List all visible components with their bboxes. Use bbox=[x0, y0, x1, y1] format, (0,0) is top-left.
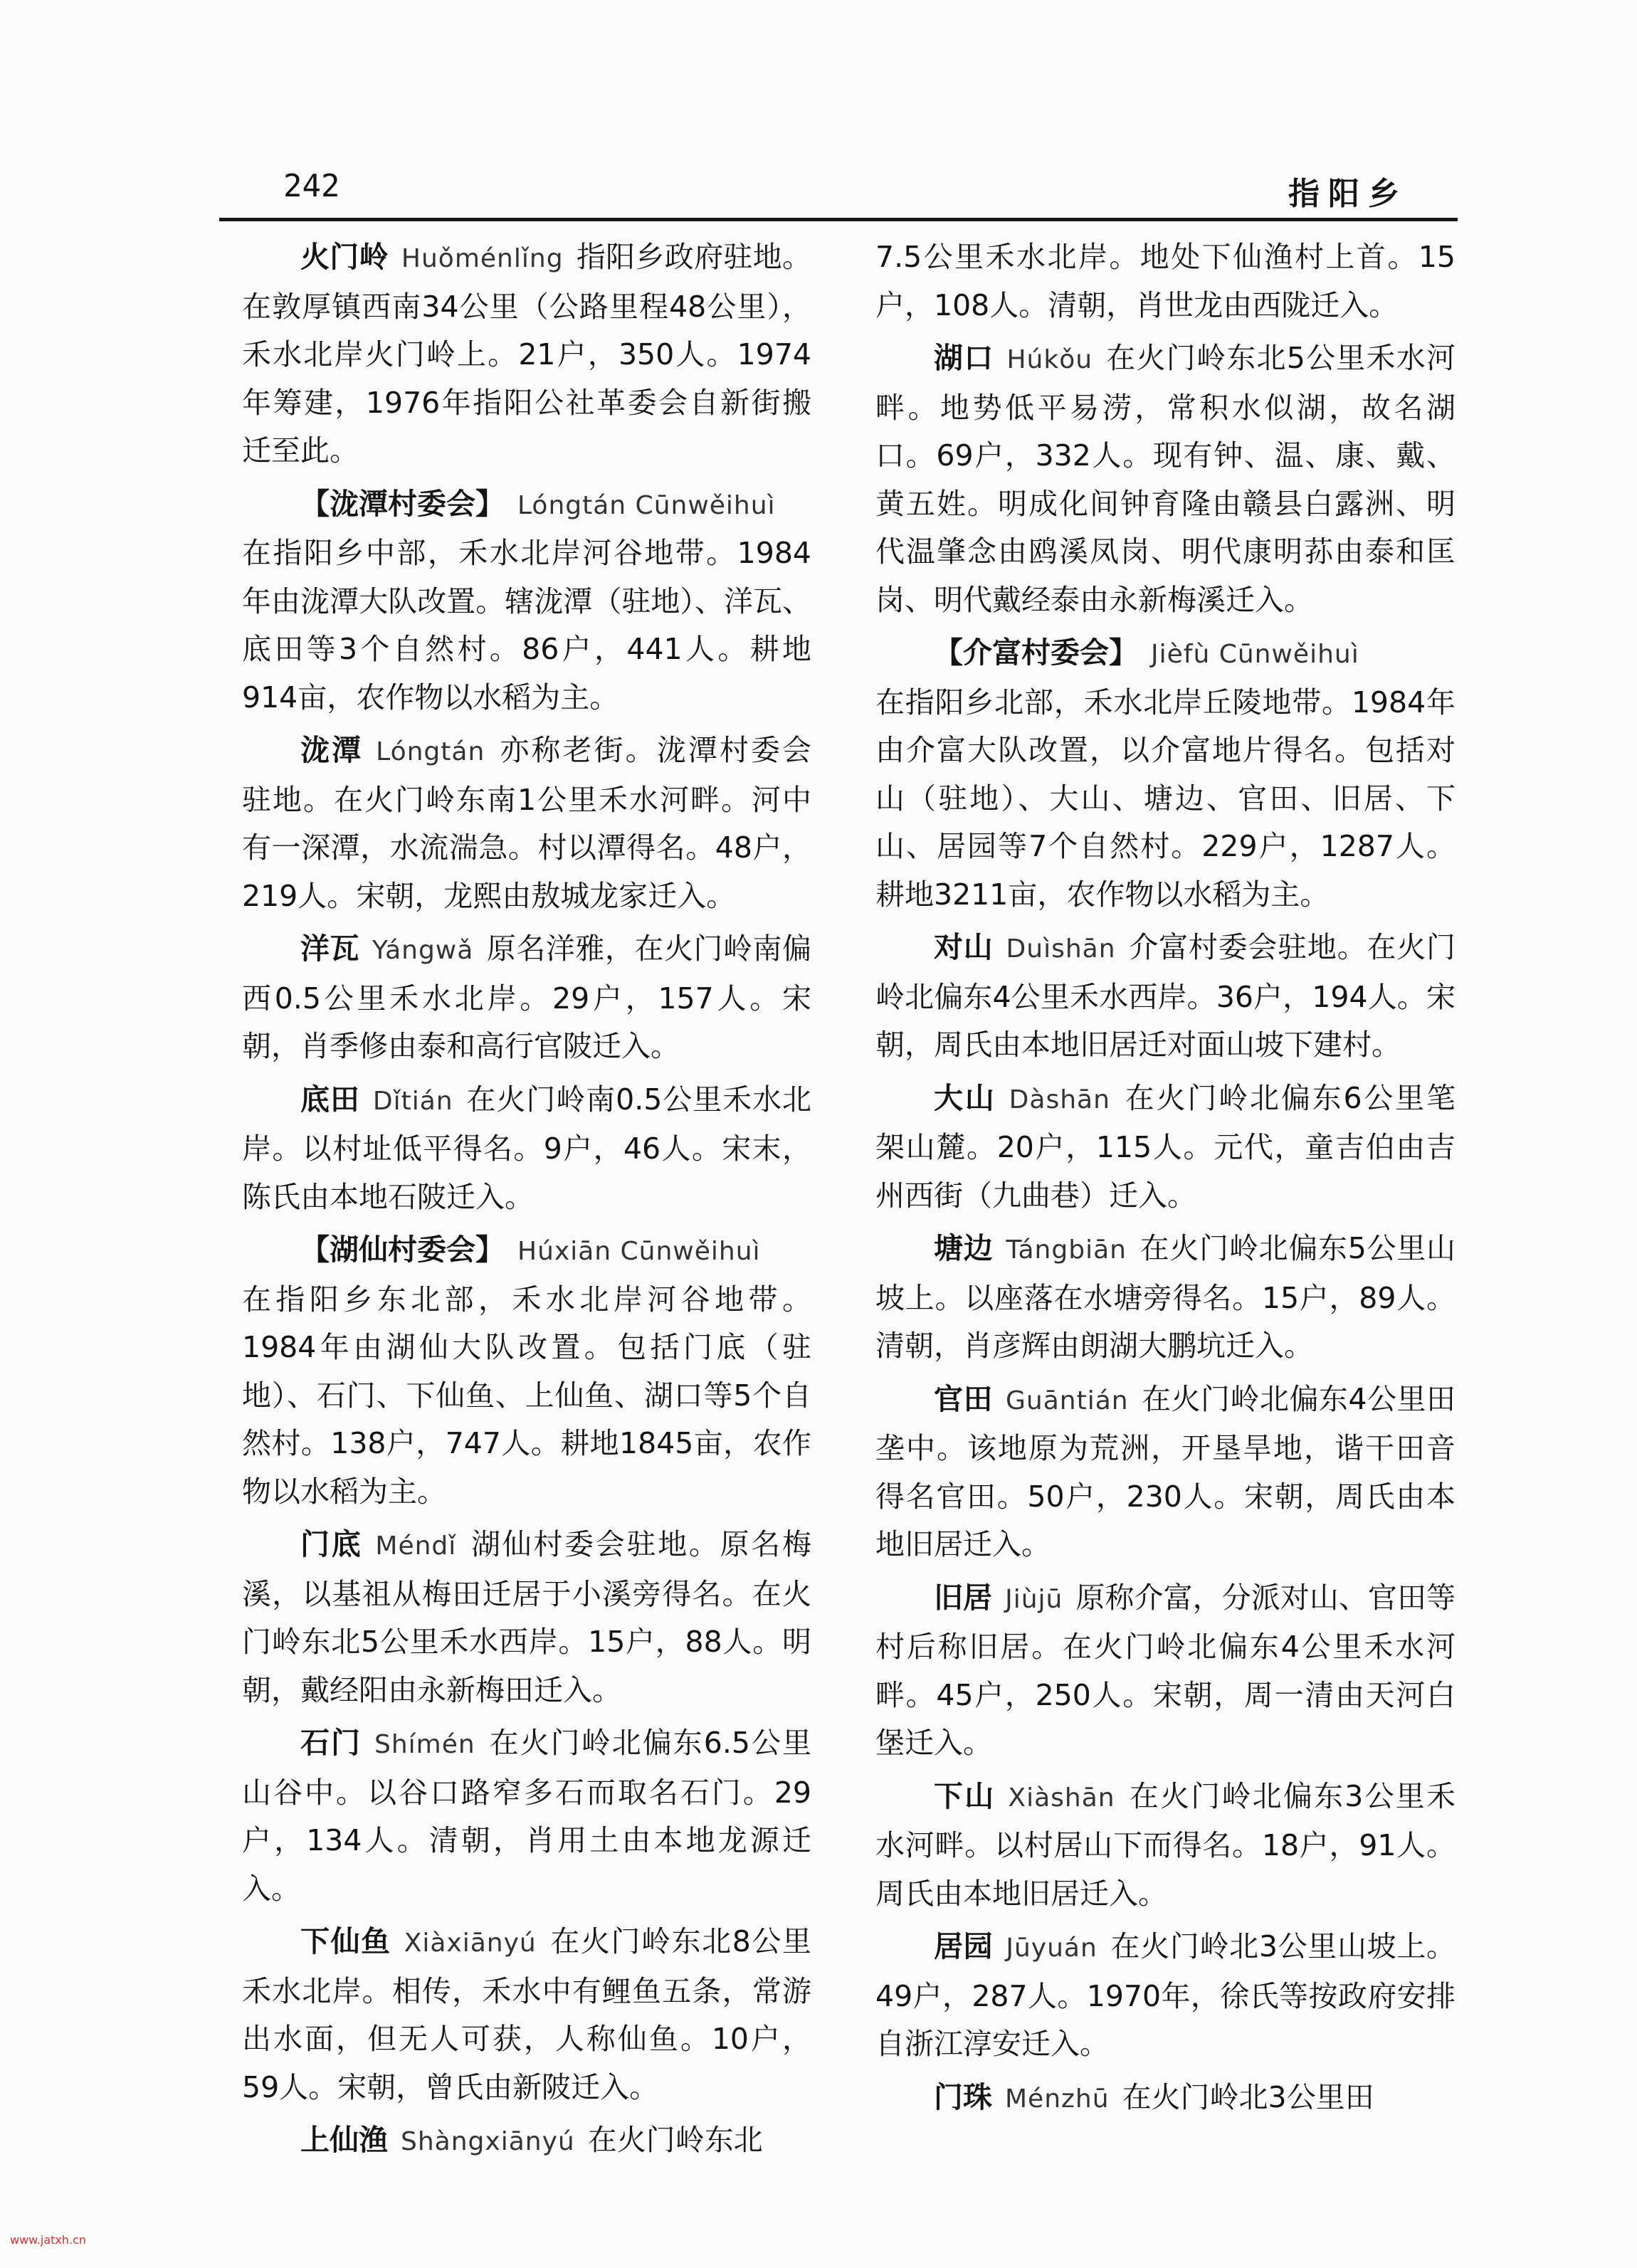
right-column bbox=[875, 233, 1456, 2128]
gazetteer-entry bbox=[875, 1225, 1456, 1371]
entry-text: 指阳乡政府驻地。在敦厚镇西南34公里（公路里程48公里），禾水北岸火门岭上。21户，350人。1974年筹建，1976年指阳公社革委会自新街搬迁至此。 bbox=[242, 240, 811, 468]
entry-pinyin: Xiàshān bbox=[1008, 1783, 1115, 1813]
gazetteer-entry bbox=[242, 1226, 811, 1276]
entry-headword: 官田 bbox=[934, 1381, 993, 1416]
gazetteer-entry bbox=[242, 925, 811, 1071]
entry-pinyin: Xiàxiānyú bbox=[404, 1929, 537, 1958]
gazetteer-entry bbox=[242, 1719, 811, 1913]
entry-headword: 门珠 bbox=[934, 2079, 992, 2114]
entry-text: 在火门岭北偏东4公里田垄中。该地原为荒洲，开垦旱地，谐干田音得名官田。50户，230人。宋朝，周氏由本地旧居迁入。 bbox=[875, 1381, 1456, 1561]
entry-pinyin: Shàngxiānyú bbox=[401, 2127, 575, 2156]
entry-pinyin: Lóngtán Cūnwěihuì bbox=[517, 490, 776, 520]
entry-headword: 湖口 bbox=[934, 341, 994, 375]
entry-text: 在火门岭南0.5公里禾水北岸。以村址低平得名。9户，46人。宋末，陈氏由本地石陂迁入。 bbox=[242, 1082, 811, 1214]
header-rule bbox=[219, 218, 1458, 221]
gazetteer-entry bbox=[875, 1075, 1456, 1220]
entry-text: 在指阳乡东北部，禾水北岸河谷地带。1984年由湖仙大队改置。包括门底（驻地）、石门、下仙鱼、上仙鱼、湖口等5个自然村。138户，747人。耕地1845亩，农作物以水稻为主。 bbox=[242, 1282, 811, 1509]
entry-headword: 门底 bbox=[300, 1527, 363, 1561]
gazetteer-entry bbox=[875, 679, 1456, 919]
entry-text: 原称介富，分派对山、官田等村后称旧居。在火门岭北偏东4公里禾水河畔。45户，250人。宋朝，周一清由天河白堡迁入。 bbox=[875, 1580, 1456, 1760]
gazetteer-entry bbox=[242, 2116, 811, 2166]
entry-pinyin: Húkǒu bbox=[1006, 345, 1093, 374]
entry-headword: 居园 bbox=[934, 1929, 994, 1963]
entry-headword: 底田 bbox=[300, 1082, 360, 1117]
gazetteer-entry bbox=[875, 924, 1456, 1070]
entry-pinyin: Yángwǎ bbox=[372, 936, 474, 965]
page-number: 242 bbox=[283, 168, 340, 204]
entry-pinyin: Méndǐ bbox=[375, 1531, 457, 1561]
gazetteer-entry bbox=[875, 1923, 1456, 2069]
entry-headword: 【湖仙村委会】 bbox=[300, 1233, 505, 1267]
entry-headword: 大山 bbox=[934, 1080, 996, 1115]
entry-headword: 【介富村委会】 bbox=[934, 635, 1138, 670]
left-column bbox=[242, 233, 811, 2171]
gazetteer-entry bbox=[875, 629, 1456, 679]
entry-headword: 上仙渔 bbox=[300, 2123, 388, 2157]
entry-pinyin: Jūyuán bbox=[1006, 1934, 1098, 1963]
entry-pinyin: Jiùjū bbox=[1005, 1584, 1063, 1614]
entry-headword: 旧居 bbox=[934, 1580, 993, 1615]
entry-pinyin: Duìshān bbox=[1006, 934, 1116, 964]
watermark: www.jatxh.cn bbox=[10, 2233, 87, 2247]
entry-headword: 下山 bbox=[934, 1778, 996, 1813]
entry-headword: 塘边 bbox=[934, 1231, 994, 1265]
entry-pinyin: Ménzhū bbox=[1005, 2084, 1110, 2114]
entry-pinyin: Dàshān bbox=[1009, 1085, 1110, 1114]
entry-pinyin: Huǒménlǐng bbox=[401, 244, 564, 273]
entry-headword: 泷潭 bbox=[300, 733, 364, 767]
gazetteer-entry bbox=[242, 529, 811, 722]
gazetteer-entry bbox=[242, 233, 811, 475]
entry-text: 在火门岭北3公里山坡上。49户，287人。1970年，徐氏等按政府安排自浙江淳安迁入。 bbox=[875, 1929, 1456, 2061]
entry-pinyin: Lóngtán bbox=[376, 737, 485, 766]
gazetteer-entry bbox=[242, 727, 811, 920]
entry-pinyin: Jièfù Cūnwěihuì bbox=[1151, 640, 1359, 669]
gazetteer-entry bbox=[875, 233, 1456, 329]
entry-text: 在火门岭北偏东6公里笔架山麓。20户，115人。元代，童吉伯由吉州西街（九曲巷）迁入。 bbox=[875, 1080, 1456, 1213]
entry-text: 在火门岭东北 bbox=[587, 2123, 763, 2157]
entry-text: 原名洋雅，在火门岭南偏西0.5公里禾水北岸。29户，157人。宋朝，肖季修由泰和高行官陂迁入。 bbox=[242, 932, 811, 1063]
entry-text: 亦称老街。泷潭村委会驻地。在火门岭东南1公里禾水河畔。河中有一深潭，水流湍急。村以潭得名。48户，219人。宋朝，龙熙由敖城龙家迁入。 bbox=[242, 733, 811, 913]
entry-pinyin: Shímén bbox=[374, 1730, 475, 1759]
entry-text: 在火门岭东北5公里禾水河畔。地势低平易涝，常积水似湖，故名湖口。69户，332人。现有钟、温、康、戴、黄五姓。明成化间钟育隆由赣县白露洲、明代温肇念由鸥溪凤岗、明代康明荪由泰和匡岗、明代戴经泰由永新梅溪迁入。 bbox=[875, 341, 1456, 617]
entry-text: 介富村委会驻地。在火门岭北偏东4公里禾水西岸。36户，194人。宋朝，周氏由本地旧居迁对面山坡下建村。 bbox=[875, 930, 1456, 1062]
entry-text: 在火门岭北偏东3公里禾水河畔。以村居山下而得名。18户，91人。周氏由本地旧居迁入。 bbox=[875, 1778, 1456, 1911]
gazetteer-entry bbox=[242, 1076, 811, 1222]
entry-text: 在火门岭北偏东6.5公里山谷中。以谷口路窄多石而取名石门。29户，134人。清朝，肖用土由本地龙源迁入。 bbox=[242, 1726, 811, 1906]
entry-headword: 下仙鱼 bbox=[300, 1924, 391, 1958]
gazetteer-entry bbox=[242, 480, 811, 530]
entry-pinyin: Guāntián bbox=[1005, 1386, 1129, 1415]
entry-text: 在火门岭北偏东5公里山坡上。以座落在水塘旁得名。15户，89人。清朝，肖彦辉由朗湖大鹏坑迁入。 bbox=[875, 1231, 1456, 1363]
entry-text: 湖仙村委会驻地。原名梅溪，以基祖从梅田迁居于小溪旁得名。在火门岭东北5公里禾水西岸。15户，88人。明朝，戴经阳由永新梅田迁入。 bbox=[242, 1527, 811, 1707]
gazetteer-entry bbox=[242, 1918, 811, 2111]
entry-headword: 火门岭 bbox=[300, 240, 389, 274]
entry-headword: 【泷潭村委会】 bbox=[300, 486, 505, 521]
gazetteer-entry bbox=[875, 334, 1456, 624]
entry-text: 在指阳乡北部，禾水北岸丘陵地带。1984年由介富大队改置，以介富地片得名。包括对山（驻地）、大山、塘边、官田、旧居、下山、居园等7个自然村。229户，1287人。耕地3211亩，农作物以水稻为主。 bbox=[875, 685, 1456, 912]
gazetteer-entry bbox=[875, 1773, 1456, 1919]
gazetteer-entry bbox=[242, 1521, 811, 1714]
gazetteer-entry bbox=[875, 1574, 1456, 1768]
running-head: 指阳乡 bbox=[1288, 176, 1408, 212]
entry-headword: 石门 bbox=[300, 1726, 362, 1760]
gazetteer-entry bbox=[875, 2074, 1456, 2124]
entry-pinyin: Tángbiān bbox=[1006, 1235, 1127, 1265]
entry-text: 7.5公里禾水北岸。地处下仙渔村上首。15户，108人。清朝，肖世龙由西陇迁入。 bbox=[875, 240, 1456, 322]
entry-text: 在指阳乡中部，禾水北岸河谷地带。1984年由泷潭大队改置。辖泷潭（驻地）、洋瓦、底田等3个自然村。86户，441人。耕地914亩，农作物以水稻为主。 bbox=[242, 536, 811, 714]
entry-headword: 对山 bbox=[934, 930, 994, 964]
entry-text: 在火门岭东北8公里禾水北岸。相传，禾水中有鲤鱼五条，常游出水面，但无人可获，人称仙鱼。10户，59人。宋朝，曾氏由新陂迁入。 bbox=[242, 1924, 811, 2104]
entry-pinyin: Húxiān Cūnwěihuì bbox=[517, 1237, 761, 1266]
entry-headword: 洋瓦 bbox=[300, 932, 360, 966]
gazetteer-entry bbox=[242, 1276, 811, 1517]
entry-pinyin: Dǐtián bbox=[372, 1086, 453, 1116]
entry-text: 在火门岭北3公里田 bbox=[1122, 2079, 1374, 2114]
gazetteer-entry bbox=[875, 1376, 1456, 1569]
